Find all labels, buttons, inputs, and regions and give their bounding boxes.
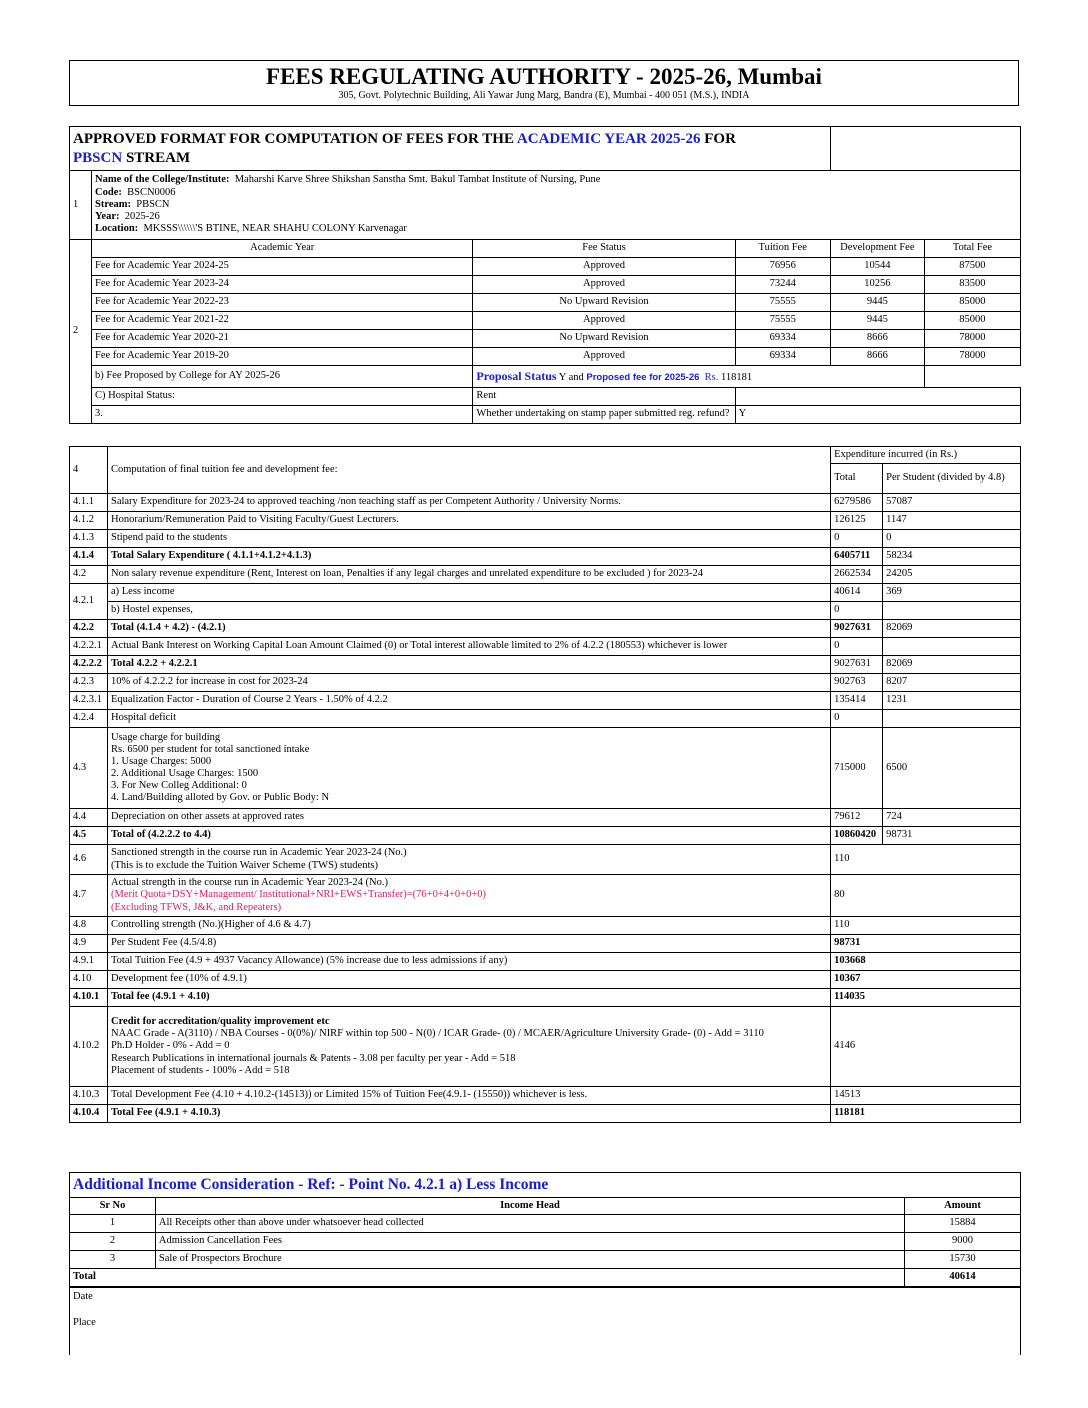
table-row: 4.6 Sanctioned strength in the course run in Academic Year 2023-24 (No.) (This is to exclude the Tuition Waiver Scheme (TWS) students) 110	[70, 845, 1021, 875]
format-table	[69, 126, 1021, 424]
fee-history-row: Fee for Academic Year 2024-25 Approved 76956 10544 87500	[70, 258, 1021, 276]
table-row: 4.1.1 Salary Expenditure for 2023-24 to approved teaching /non teaching staff as per Competent Authority / University Norms. 6279586 57087	[70, 494, 1021, 512]
additional-income-title: Additional Income Consideration - Ref: - Point No. 4.2.1 a) Less Income	[70, 1173, 1021, 1198]
table-row: 4.2.2 Total (4.1.4 + 4.2) - (4.2.1) 9027631 82069	[70, 620, 1021, 638]
accreditation-credit-row: 4.10.2 Credit for accreditation/quality improvement etc NAAC Grade - A(3110) / NBA Courses - 0(0%)/ NIRF within top 500 - N(0) / ICAR Grade- (0) / MCAER/Agriculture University Grade- (0) - Add = 3110 Ph.D Holder - 0% - Add = 0 Research Publications in international journals & Patents - 3.08 per faculty per year - Add = 518 Placement of students - 100% - Add = 518 4146	[70, 1007, 1021, 1087]
date-label: Date	[73, 1290, 93, 1302]
table-row: 1 All Receipts other than above under whatsoever head collected 15884	[70, 1215, 1021, 1233]
page-title: FEES REGULATING AUTHORITY - 2025-26, Mumbai	[266, 64, 822, 89]
table-row: 4.4 Depreciation on other assets at approved rates 79612 724	[70, 809, 1021, 827]
section-1-number: 1	[70, 171, 92, 240]
table-row: b) Hostel expenses, 0	[70, 602, 1021, 620]
header-box	[69, 60, 1019, 106]
fee-history-header: 2 Academic Year Fee Status Tuition Fee Development Fee Total Fee	[70, 240, 1021, 258]
computation-table: 4 Computation of final tuition fee and development fee: Expenditure incurred (in Rs.) Total Per Student (divided by 4.8) 4.1.1 Salary Expenditure for 2023-24 to approved teaching /non teaching staff as per Competent Authority / University Norms. 6279586 57087 4.1.2 Honorarium/Remuneration Paid to Visiting Faculty/Guest Lecturers. 126125 1147 4.1.3 Stipend paid to the students 0 0 4.1.4 Total Salary Expenditure ( 4.1.1+4.1.2+4.1.3) 6405711 58234 4.2 Non salary revenue expenditure (Rent, Interest on loan, Penalties if any legal charges and unrelated expenditure to be excluded ) for 2023-24 2662534 24205 4.2.1 a) Less income 40614 369 b) Hostel expenses, 0 4.2.2 Total (4.1.4 + 4.2) - (4.2.1) 9027631 82069 4.2.2.1 Actual Bank Interest on Working Capital Loan Amount Claimed (0) or Total interest allowable limited to 2% of 4.2.2 (180553) whichever is lower 0 4.2.2.2 Total 4.2.2 + 4.2.2.1 9027631 82069 4.2.3 10% of 4.2.2.2 for increase in cost for 2023-24 902763 8207 4.2.3.1 Equalization Factor - Duration of Course 2 Years - 1.50% of 4.2.2 135414 1231 4.2.4 Hospital deficit 0 4.3 Usage charge for building Rs. 6500 per student for total sanctioned intake 1. Usage Charges: 5000 2. Additional Usage Charges: 1500 3. For New Colleg Additional: 0 4. Land/Building alloted by Gov. or Public Body: N 715000 6500 4.4 Depreciation on other assets at approved rates 79612 724 4.5 Total of (4.2.2.2 to 4.4) 10860420 98731 4.6 Sanctioned strength in the course run in Academic Year 2023-24 (No.) (This is to exclude the Tuition Waiver Scheme (TWS) students) 110 4.7 Actual strength in the course run in Academic Year 2023-24 (No.) (Merit Quota+DSY+Management/ Institutional+NRI+EWS+Transfer)=(76+0+4+0+0+0) (Excluding TFWS, J&K, and Repeaters) 80 4.8 Controlling strength (No.)(Higher of 4.6 & 4.7) 110 4.9 Per Student Fee (4.5/4.8) 98731 4.9.1 Total Tuition Fee (4.9 + 4937 Vacancy Allowance) (5% increase due to less admissions if any) 103668 4.10 Development fee (10% of 4.9.1) 10367 4.10.1 Total fee (4.9.1 + 4.10) 114035 4.10.2 Credit for accreditation/quality improvement etc NAAC Grade - A(3110) / NBA Courses - 0(0%)/ NIRF within top 500 - N(0) / ICAR Grade- (0) / MCAER/Agriculture University Grade- (0) - Add = 3110 Ph.D Holder - 0% - Add = 0 Research Publications in international journals & Patents - 3.08 per faculty per year - Add = 518 Placement of students - 100% - Add = 518 4146 4.10.3 Total Development Fee (4.10 + 4.10.2-(14513)) or Limited 15% of Tuition Fee(4.9.1- (15550)) whichever is less. 14513 4.10.4 Total Fee (4.9.1 + 4.10.3) 118181	[69, 446, 1021, 1123]
hospital-status-row: C) Hospital Status: Rent	[70, 388, 1021, 406]
table-row: 4.7 Actual strength in the course run in Academic Year 2023-24 (No.) (Merit Quota+DSY+Management/ Institutional+NRI+EWS+Transfer)=(76+0+4+0+0+0) (Excluding TFWS, J&K, and Repeaters) 80	[70, 875, 1021, 917]
table-row: 4.1.4 Total Salary Expenditure ( 4.1.1+4.1.2+4.1.3) 6405711 58234	[70, 548, 1021, 566]
table-row: 4.9 Per Student Fee (4.5/4.8) 98731	[70, 935, 1021, 953]
table-row: 4.2.1 a) Less income 40614 369	[70, 584, 1021, 602]
table-row: 4.2.4 Hospital deficit 0	[70, 710, 1021, 728]
table-row: 4.10.3 Total Development Fee (4.10 + 4.10.2-(14513)) or Limited 15% of Tuition Fee(4.9.1- (15550)) whichever is less. 14513	[70, 1087, 1021, 1105]
table-row: 4.9.1 Total Tuition Fee (4.9 + 4937 Vacancy Allowance) (5% increase due to less admissions if any) 103668	[70, 953, 1021, 971]
additional-income-table: Additional Income Consideration - Ref: - Point No. 4.2.1 a) Less Income Sr No Income Head Amount 1 All Receipts other than above under whatsoever head collected 15884 2 Admission Cancellation Fees 9000 3 Sale of Prospectors Brochure 15730 Total 40614 Date Place	[69, 1172, 1021, 1355]
table-row: 4.2 Non salary revenue expenditure (Rent, Interest on loan, Penalties if any legal charges and unrelated expenditure to be excluded ) for 2023-24 2662534 24205	[70, 566, 1021, 584]
fee-history-row: Fee for Academic Year 2019-20 Approved 69334 8666 78000	[70, 348, 1021, 366]
table-row: 4.1.3 Stipend paid to the students 0 0	[70, 530, 1021, 548]
fee-history-row: Fee for Academic Year 2022-23 No Upward Revision 75555 9445 85000	[70, 294, 1021, 312]
section-2-number: 2	[70, 240, 92, 424]
table-row: 2 Admission Cancellation Fees 9000	[70, 1233, 1021, 1251]
usage-charge-row: 4.3 Usage charge for building Rs. 6500 per student for total sanctioned intake 1. Usage Charges: 5000 2. Additional Usage Charges: 1500 3. For New Colleg Additional: 0 4. Land/Building alloted by Gov. or Public Body: N 715000 6500	[70, 728, 1021, 809]
table-row: 3 Sale of Prospectors Brochure 15730	[70, 1251, 1021, 1269]
fee-history-row: Fee for Academic Year 2020-21 No Upward Revision 69334 8666 78000	[70, 330, 1021, 348]
date-place-block	[70, 1287, 1021, 1355]
proposal-status: Proposal Status Y and Proposed fee for 2025-26 Rs. 118181	[473, 366, 924, 388]
undertaking-row: 3. Whether undertaking on stamp paper submitted reg. refund? Y	[70, 406, 1021, 424]
table-row: 4.10.4 Total Fee (4.9.1 + 4.10.3) 118181	[70, 1105, 1021, 1123]
table-row: 4.2.3.1 Equalization Factor - Duration of Course 2 Years - 1.50% of 4.2.2 135414 1231	[70, 692, 1021, 710]
fee-history-row: Fee for Academic Year 2023-24 Approved 73244 10256 83500	[70, 276, 1021, 294]
proposed-fee-row: b) Fee Proposed by College for AY 2025-26 Proposal Status Y and Proposed fee for 2025-26 Rs. 118181	[70, 366, 1021, 388]
table-row: 4.2.2.1 Actual Bank Interest on Working Capital Loan Amount Claimed (0) or Total interest allowable limited to 2% of 4.2.2 (180553) whichever is lower 0	[70, 638, 1021, 656]
header-address: 305, Govt. Polytechnic Building, Ali Yawar Jung Marg, Bandra (E), Mumbai - 400 051 (M.S.), INDIA	[338, 90, 750, 102]
place-label: Place	[73, 1317, 96, 1328]
table-row: 4.10.1 Total fee (4.9.1 + 4.10) 114035	[70, 989, 1021, 1007]
total-row: Total 40614	[70, 1269, 1021, 1287]
format-title-blank	[830, 127, 1020, 171]
table-row: 4.5 Total of (4.2.2.2 to 4.4) 10860420 98731	[70, 827, 1021, 845]
table-row: 4.8 Controlling strength (No.)(Higher of 4.6 & 4.7) 110	[70, 917, 1021, 935]
table-row: 4.1.2 Honorarium/Remuneration Paid to Visiting Faculty/Guest Lecturers. 126125 1147	[70, 512, 1021, 530]
table-row: 4.2.2.2 Total 4.2.2 + 4.2.2.1 9027631 82069	[70, 656, 1021, 674]
table-row: 4.2.3 10% of 4.2.2.2 for increase in cost for 2023-24 902763 8207	[70, 674, 1021, 692]
fee-history-row: Fee for Academic Year 2021-22 Approved 75555 9445 85000	[70, 312, 1021, 330]
format-title: APPROVED FORMAT FOR COMPUTATION OF FEES FOR THE ACADEMIC YEAR 2025-26 FOR PBSCN STREAM	[70, 127, 831, 171]
college-details: Name of the College/Institute: Maharshi Karve Shree Shikshan Sanstha Smt. Bakul Tambat Institute of Nursing, Pune Code: BSCN0006 Stream: PBSCN Year: 2025-26 Location: MKSSS\\\\\\'S BTINE, NEAR SHAHU COLONY Karvenagar	[92, 171, 1021, 240]
computation-title: Computation of final tuition fee and development fee:	[107, 447, 830, 494]
table-row: 4.10 Development fee (10% of 4.9.1) 10367	[70, 971, 1021, 989]
